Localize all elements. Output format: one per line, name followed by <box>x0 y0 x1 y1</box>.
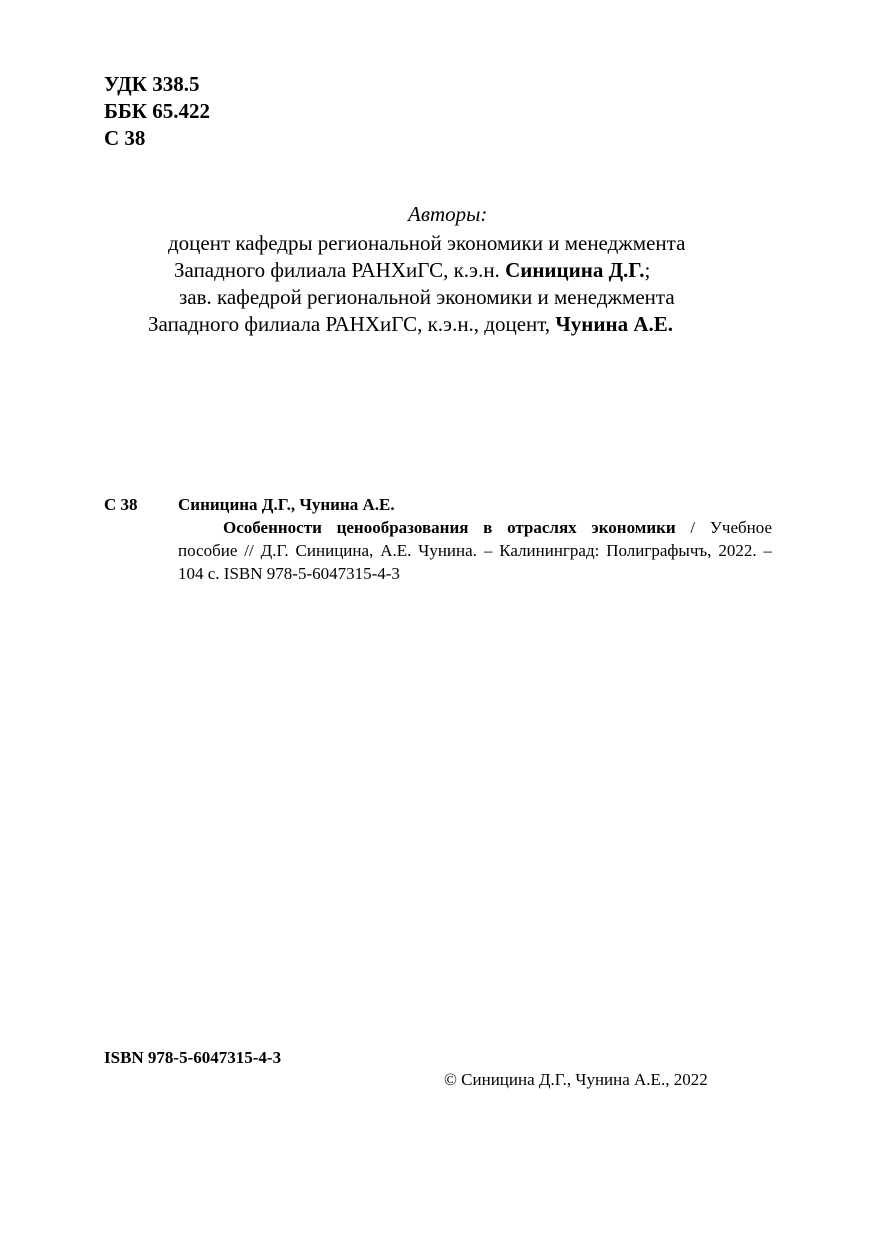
author-2-position: зав. кафедрой региональной экономики и менеджмента <box>179 285 675 309</box>
biblio-description <box>178 516 772 585</box>
authors-heading: Авторы: <box>408 202 488 226</box>
bibliographic-record <box>104 493 772 585</box>
biblio-title: Особенности ценообразования в отраслях экономики <box>223 518 676 537</box>
author-1-affiliation <box>174 257 650 284</box>
biblio-details: / Учебное пособие // Д.Г. Синицина, А.Е. Чунина. – Калининград: Полиграфычъ, 2022. – 104 с. ISBN 978-5-6047315-4-3 <box>178 518 773 583</box>
isbn: ISBN 978-5-6047315-4-3 <box>104 1048 282 1067</box>
author-mark: С 38 <box>104 126 146 150</box>
author-1-affiliation-text: Западного филиала РАНХиГС, к.э.н. <box>174 258 506 282</box>
udk-code: УДК 338.5 <box>104 72 200 96</box>
author-1-name: Синицина Д.Г. <box>505 258 645 282</box>
biblio-author-mark: С 38 <box>104 495 138 514</box>
author-2-affiliation-text: Западного филиала РАНХиГС, к.э.н., доцент, <box>148 312 556 336</box>
author-1-position: доцент кафедры региональной экономики и менеджмента <box>168 231 686 255</box>
author-2-name: Чунина А.Е. <box>555 312 674 336</box>
author-1-separator: ; <box>644 258 651 282</box>
copyright-notice: © Синицина Д.Г., Чунина А.Е., 2022 <box>444 1070 708 1089</box>
classification-codes <box>104 71 210 152</box>
bbk-code: ББК 65.422 <box>104 99 210 123</box>
author-2-affiliation <box>148 311 673 338</box>
biblio-header-row <box>104 493 772 516</box>
biblio-authors: Синицина Д.Г., Чунина А.Е. <box>178 495 395 514</box>
